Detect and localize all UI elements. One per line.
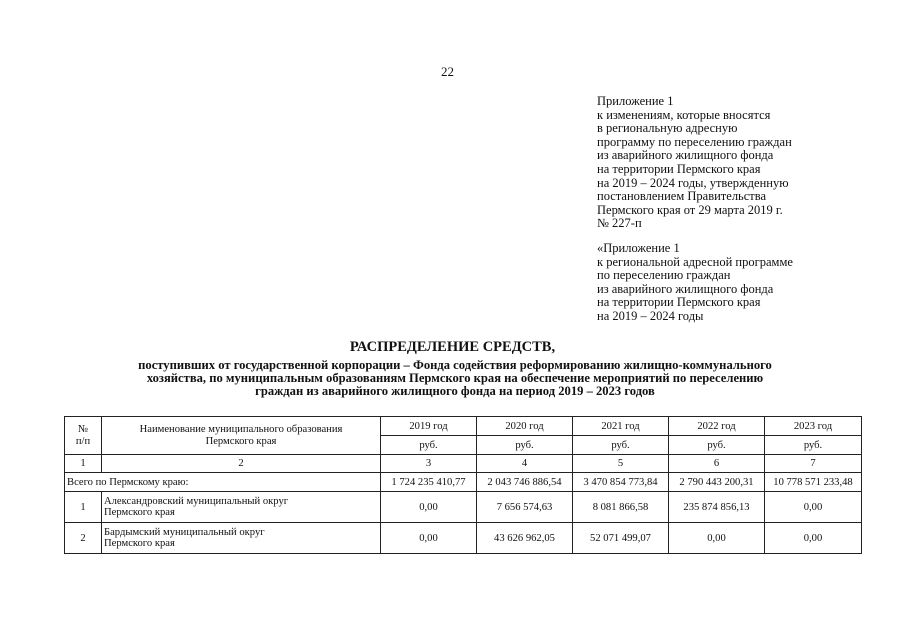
appendix-main-line: Приложение 1 — [597, 94, 674, 108]
appendix-main-line: из аварийного жилищного фонда — [597, 148, 774, 163]
document-title: РАСПРЕДЕЛЕНИЕ СРЕДСТВ, — [349, 339, 556, 355]
header-name-text: Наименование муниципального образования Пермского края — [139, 424, 343, 447]
header-year-2019: 2019 год — [381, 417, 477, 436]
column-index-row — [65, 455, 862, 473]
page-number: 22 — [441, 64, 454, 79]
column-index: 3 — [381, 455, 477, 473]
row-value-2019: 0,00 — [381, 523, 477, 554]
header-year-2022: 2022 год — [669, 417, 765, 436]
appendix-main-line: Пермского края от 29 марта 2019 г. — [597, 202, 783, 217]
document-subtitle — [40, 359, 870, 399]
header-year-2020: 2020 год — [477, 417, 573, 436]
distribution-table — [64, 416, 862, 554]
column-index: 2 — [102, 455, 381, 473]
appendix-main-line: на территории Пермского края — [597, 161, 761, 176]
row-name-text: Бардымский муниципальный округ Пермского края — [104, 526, 265, 549]
total-label: Всего по Пермскому краю: — [65, 473, 381, 492]
header-number — [65, 417, 102, 455]
row-name — [102, 523, 381, 554]
column-index: 1 — [65, 455, 102, 473]
appendix-quote-line: на территории Пермского края — [597, 295, 761, 310]
row-value-2022: 0,00 — [669, 523, 765, 554]
header-number-text: № п/п — [75, 424, 91, 447]
total-value-2020: 2 043 746 886,54 — [477, 473, 573, 492]
appendix-main-line: постановлением Правительства — [597, 189, 767, 204]
appendix-quote-line: из аварийного жилищного фонда — [597, 281, 774, 296]
header-year-2023: 2023 год — [765, 417, 862, 436]
row-value-2020: 7 656 574,63 — [477, 492, 573, 523]
total-value-2023: 10 778 571 233,48 — [765, 473, 862, 492]
row-name-text: Александровский муниципальный округ Пермского края — [104, 495, 289, 518]
table-row — [65, 492, 862, 523]
header-unit: руб. — [573, 436, 669, 455]
total-row — [65, 473, 862, 492]
header-unit: руб. — [765, 436, 862, 455]
column-index: 6 — [669, 455, 765, 473]
appendix-quote-line: «Приложение 1 — [597, 241, 680, 255]
total-value-2021: 3 470 854 773,84 — [573, 473, 669, 492]
appendix-quote-block — [597, 242, 897, 324]
row-number: 1 — [65, 492, 102, 523]
column-index: 5 — [573, 455, 669, 473]
total-value-2022: 2 790 443 200,31 — [669, 473, 765, 492]
table-row — [65, 523, 862, 554]
header-year-2021: 2021 год — [573, 417, 669, 436]
appendix-main-line: на 2019 – 2024 годы, утвержденную — [597, 175, 789, 190]
appendix-main-line: № 227-п — [597, 216, 642, 231]
appendix-quote-line: на 2019 – 2024 годы — [597, 308, 704, 323]
header-unit: руб. — [381, 436, 477, 455]
row-number: 2 — [65, 523, 102, 554]
appendix-main-line: программу по переселению граждан — [597, 134, 792, 149]
column-index: 4 — [477, 455, 573, 473]
appendix-quote-line: по переселению граждан — [597, 268, 731, 283]
header-unit: руб. — [477, 436, 573, 455]
appendix-quote-line: к региональной адресной программе — [597, 254, 793, 269]
appendix-main-line: в региональную адресную — [597, 121, 738, 136]
row-value-2020: 43 626 962,05 — [477, 523, 573, 554]
row-value-2019: 0,00 — [381, 492, 477, 523]
subtitle-line: граждан из аварийного жилищного фонда на период 2019 – 2023 годов — [255, 384, 655, 399]
header-unit: руб. — [669, 436, 765, 455]
row-value-2022: 235 874 856,13 — [669, 492, 765, 523]
row-value-2021: 8 081 866,58 — [573, 492, 669, 523]
appendix-main-line: к изменениям, которые вносятся — [597, 107, 771, 122]
subtitle-line: хозяйства, по муниципальным образованиям Пермского края на обеспечение мероприятий по переселению — [146, 371, 764, 386]
row-name — [102, 492, 381, 523]
row-value-2021: 52 071 499,07 — [573, 523, 669, 554]
row-value-2023: 0,00 — [765, 523, 862, 554]
column-index: 7 — [765, 455, 862, 473]
subtitle-line: поступивших от государственной корпорации – Фонда содействия реформированию жилищно-коммунального — [138, 358, 772, 372]
appendix-main-block — [597, 95, 897, 231]
header-name — [102, 417, 381, 455]
total-value-2019: 1 724 235 410,77 — [381, 473, 477, 492]
row-value-2023: 0,00 — [765, 492, 862, 523]
